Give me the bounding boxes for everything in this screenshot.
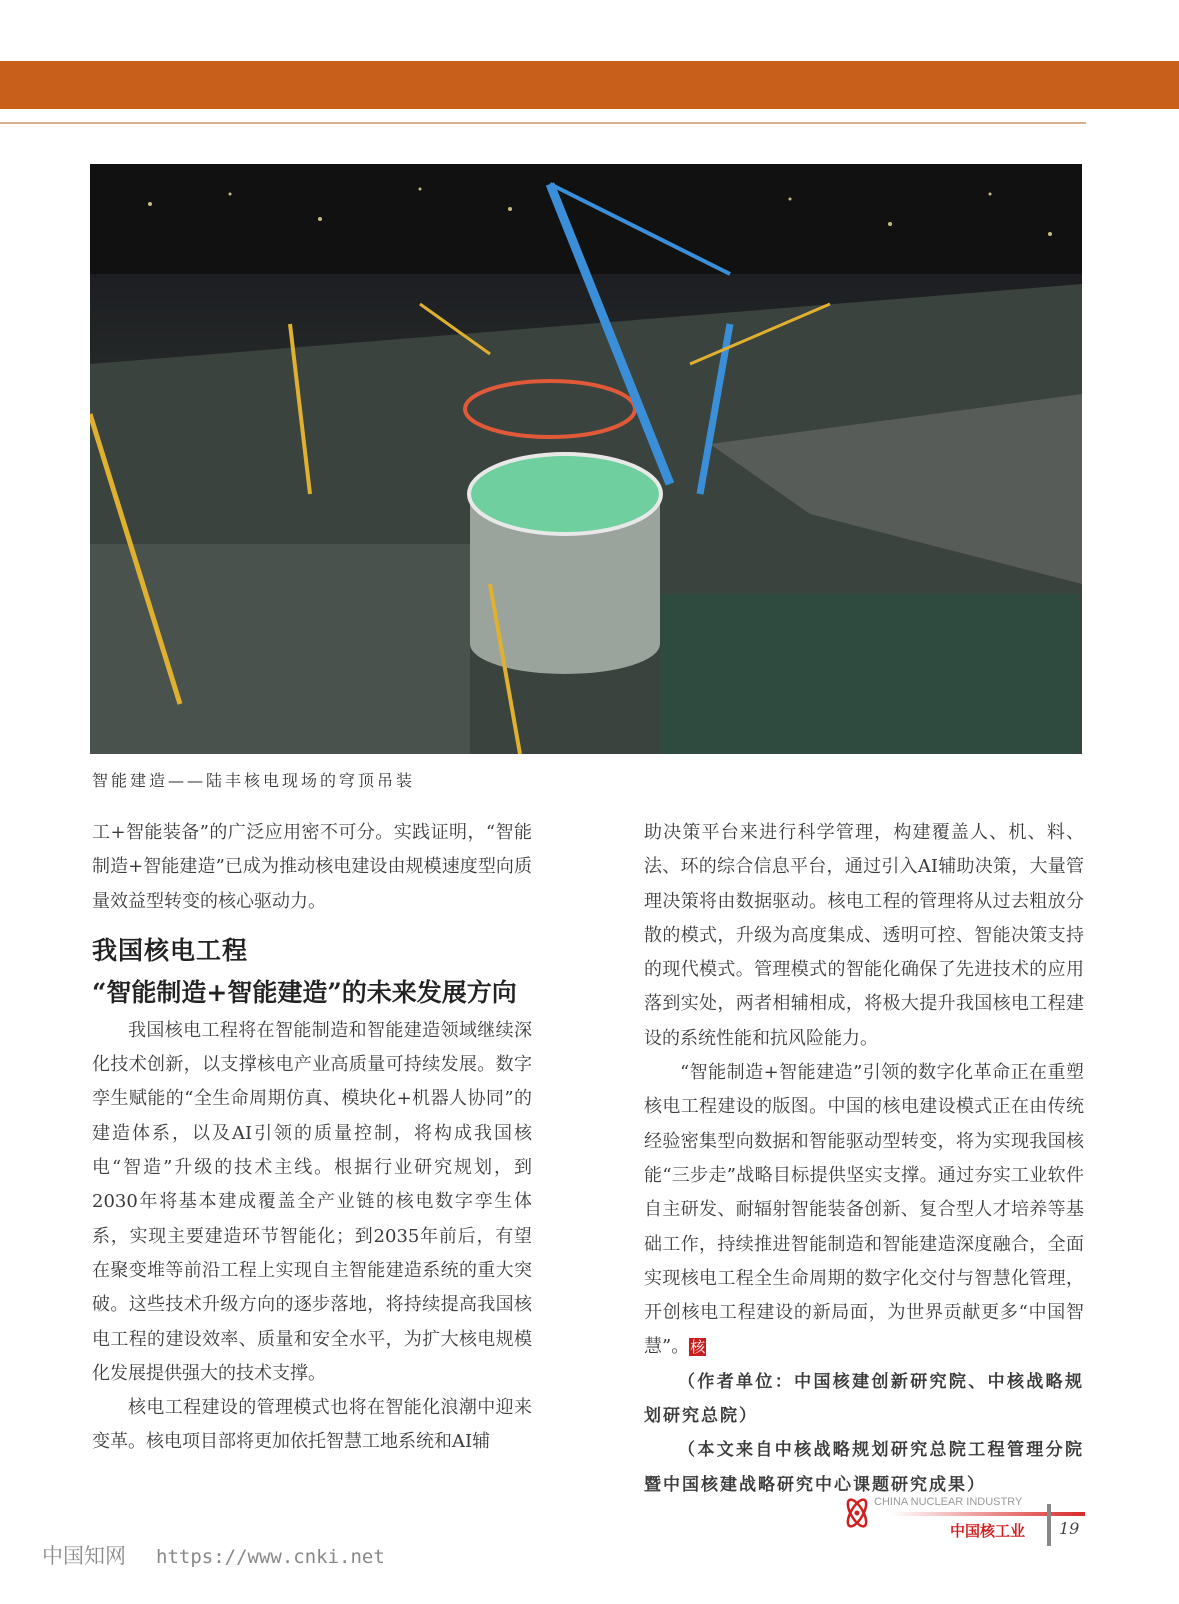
construction-site-photo (90, 164, 1082, 754)
watermark-site: 中国知网 (42, 1544, 126, 1568)
footer-gradient-line (890, 1512, 1085, 1516)
photo-illustration (90, 164, 1082, 754)
paragraph (644, 1056, 1084, 1365)
header-divider (0, 122, 1086, 124)
watermark-url: https://www.cnki.net (156, 1546, 385, 1568)
paragraph: 核电工程建设的管理模式也将在智能化浪潮中迎来变革。核电项目部将更加依托智慧工地系统和AI辅 (92, 1397, 532, 1453)
paragraph: 工+智能装备”的广泛应用密不可分。实践证明，“智能制造+智能建造”已成为推动核电建设由规模速度型向质量效益型转变的核心驱动力。 (92, 822, 532, 912)
green-deck (660, 594, 1080, 754)
buildings-left (90, 544, 470, 754)
author-affiliation: （作者单位：中国核建创新研究院、中核战略规划研究总院） (644, 1371, 1084, 1427)
magazine-name-cn: 中国核工业 (950, 1522, 1026, 1540)
footer-divider (1047, 1504, 1051, 1546)
left-column (92, 816, 532, 1460)
right-column (644, 816, 1084, 1502)
section-heading-line1: 我国核电工程 (92, 935, 249, 965)
paragraph-text: “智能制造+智能建造”引领的数字化革命正在重塑核电工程建设的版图。中国的核电建设模式正在由传统经验密集型向数据和智能驱动型转变，将为实现我国核能“三步走”战略目标提供坚实支撑。通过夯实工业软件自主研发、耐辐射智能装备创新、复合型人才培养等基础工作，持续推进智能制造和智能建造深度融合，全面实现核电工程全生命周期的数字化交付与智慧化管理，开创核电工程建设的新局面，为世界贡献更多“中国智慧”。 (644, 1062, 1084, 1358)
atom-logo-icon (842, 1496, 872, 1530)
section-heading-line2: “智能制造+智能建造”的未来发展方向 (92, 977, 517, 1007)
paragraph: 助决策平台来进行科学管理，构建覆盖人、机、料、法、环的综合信息平台，通过引入AI辅助决策，大量管理决策将由数据驱动。核电工程的管理将从过去粗放分散的模式，升级为高度集成、透明可控、智能决策支持的现代模式。管理模式的智能化确保了先进技术的应用落到实处，两者相辅相成，将极大提升我国核电工程建设的系统性能和抗风险能力。 (644, 822, 1084, 1049)
watermark (42, 1540, 385, 1570)
header-color-bar (0, 61, 1179, 109)
night-sky (90, 164, 1082, 274)
article-source: （本文来自中核战略规划研究总院工程管理分院暨中国核建战略研究中心课题研究成果） (644, 1440, 1084, 1495)
end-mark-icon: 核 (690, 1338, 706, 1357)
page-number: 19 (1059, 1519, 1080, 1538)
magazine-name-en: CHINA NUCLEAR INDUSTRY (874, 1496, 1023, 1508)
photo-caption: 智能建造——陆丰核电现场的穹顶吊装 (92, 771, 416, 790)
paragraph: 我国核电工程将在智能制造和智能建造领域继续深化技术创新，以支撑核电产业高质量可持续发展。数字孪生赋能的“全生命周期仿真、模块化+机器人协同”的建造体系，以及AI引领的质量控制，将构成我国核电“智造”升级的技术主线。根据行业研究规划，到2030年将基本建成覆盖全产业链的核电数字孪生体系，实现主要建造环节智能化；到2035年前后，有望在聚变堆等前沿工程上实现自主智能建造系统的重大突破。这些技术升级方向的逐步落地，将持续提高我国核电工程的建设效率、质量和安全水平，为扩大核电规模化发展提供强大的技术支撑。 (92, 1019, 532, 1384)
